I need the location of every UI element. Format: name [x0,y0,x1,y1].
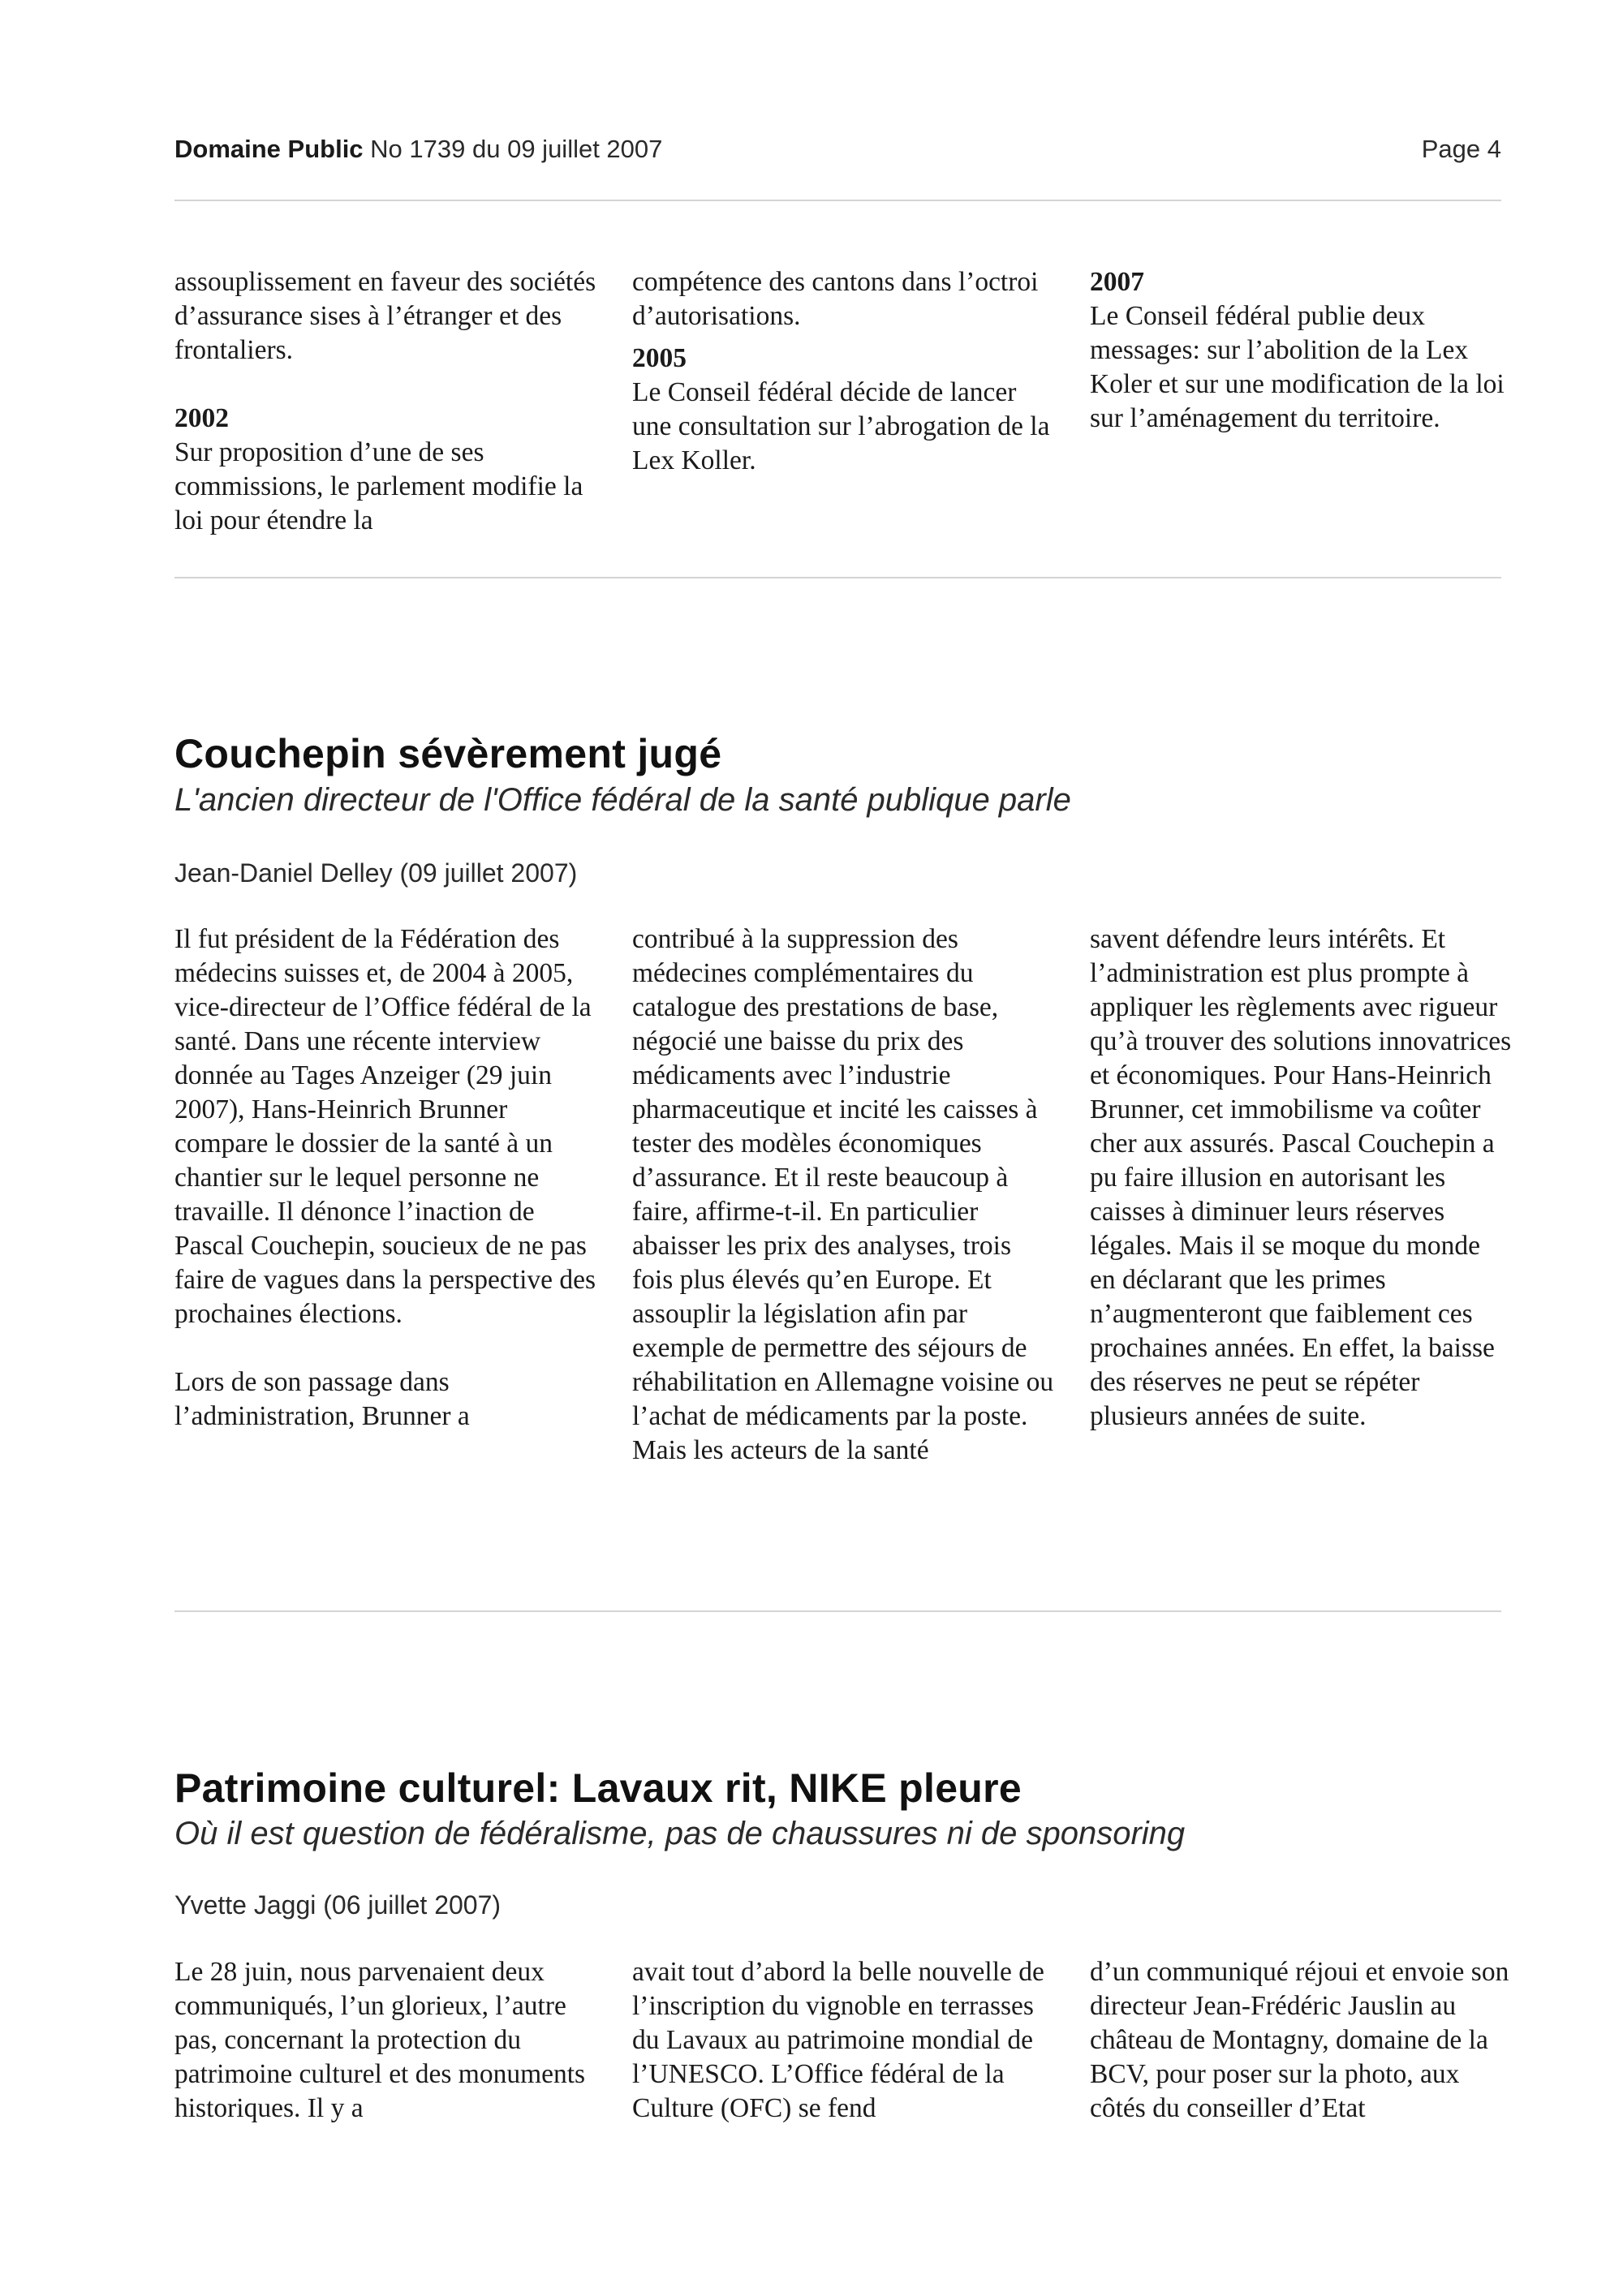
article-column-1 [174,922,596,1434]
article-subtitle: L'ancien directeur de l'Office fédéral de la santé publique parle [174,782,1071,818]
article-column-2 [632,922,1054,1468]
timeline-entry-text: Le Conseil fédéral publie deux messages: sur l’abolition de la Lex Koler et sur une modification de la loi sur l’aménagement du territoire. [1090,301,1505,433]
article-paragraph: savent défendre leurs intérêts. Et l’administration est plus prompte à appliquer les règlements avec rigueur qu’à trouver des solutions innovatrices et économiques. Pour Hans-Heinrich Brunner, cet immobilisme va coûter cher aux assurés. Pascal Couchepin a pu faire illusion en autorisant les caisses à diminuer leurs réserves légales. Mais il se moque du monde en déclarant que les primes n’augmenteront que faiblement ces prochaines années. En effet, la baisse des réserves ne peut se répéter plusieurs années de suite. [1090,924,1512,1431]
timeline-column-1 [174,265,596,538]
page-header [174,135,1501,167]
article-paragraph: Lors de son passage dans l’administration, Brunner a [174,1367,470,1431]
section-divider [174,577,1501,578]
timeline-year: 2002 [174,403,229,433]
article-paragraph: Il fut président de la Fédération des médecins suisses et, de 2004 à 2005, vice-directeur de l’Office fédéral de la santé. Dans une récente interview donnée au Tages Anzeiger (29 juin 2007), Hans-Heinrich Brunner compare le dossier de la santé à un chantier sur le lequel personne ne travaille. Il dénonce l’inaction de Pascal Couchepin, soucieux de ne pas faire de vagues dans la perspective des prochaines élections. [174,924,596,1329]
section-divider [174,1610,1501,1612]
article-column-3 [1090,1955,1512,2126]
article-paragraph: Le 28 juin, nous parvenaient deux communiqués, l’un glorieux, l’autre pas, concernant la protection du patrimoine culturel et des monuments historiques. Il y a [174,1957,586,2123]
header-divider [174,200,1501,201]
timeline-year: 2005 [632,343,687,373]
article-paragraph: d’un communiqué réjoui et envoie son directeur Jean-Frédéric Jauslin au château de Montagny, domaine de la BCV, pour poser sur la photo, aux côtés du conseiller d’Etat [1090,1957,1509,2123]
article-paragraph: contribué à la suppression des médecines complémentaires du catalogue des prestations de base, négocié une baisse du prix des médicaments avec l’industrie pharmaceutique et incité les caisses à tester des modèles économiques d’assurance. Et il reste beaucoup à faire, affirme-t-il. En particulier abaisser les prix des analyses, trois fois plus élevés qu’en Europe. Et assouplir la législation afin par exemple de permettre des séjours de réhabilitation en Allemagne voisine ou l’achat de médicaments par la poste. Mais les acteurs de la santé [632,924,1054,1465]
publication-name: Domaine Public [174,135,364,163]
article-title: Patrimoine culturel: Lavaux rit, NIKE pleure [174,1765,1022,1811]
timeline-column-3 [1090,265,1512,436]
article-byline: Yvette Jaggi (06 juillet 2007) [174,1890,502,1920]
issue-info: No 1739 du 09 juillet 2007 [370,135,663,163]
article-column-1 [174,1955,596,2126]
page-number: Page 4 [1421,135,1501,163]
timeline-year: 2007 [1090,267,1144,297]
article-column-3 [1090,922,1512,1434]
article-byline: Jean-Daniel Delley (09 juillet 2007) [174,858,578,888]
article-paragraph: avait tout d’abord la belle nouvelle de l’inscription du vignoble en terrasses du Lavaux au patrimoine mondial de l’UNESCO. L’Office fédéral de la Culture (OFC) se fend [632,1957,1044,2123]
article-title: Couchepin sévèrement jugé [174,731,722,776]
publication-info [174,135,662,164]
timeline-intro-text: compétence des cantons dans l’octroi d’autorisations. [632,267,1039,331]
timeline-column-2 [632,265,1054,478]
timeline-intro-text: assouplissement en faveur des sociétés d’assurance sises à l’étranger et des frontaliers. [174,267,596,365]
article-subtitle: Où il est question de fédéralisme, pas de chaussures ni de sponsoring [174,1816,1186,1851]
timeline-entry-text: Sur proposition d’une de ses commissions, le parlement modifie la loi pour étendre la [174,437,583,535]
article-column-2 [632,1955,1054,2126]
timeline-entry-text: Le Conseil fédéral décide de lancer une consultation sur l’abrogation de la Lex Koller. [632,377,1050,475]
